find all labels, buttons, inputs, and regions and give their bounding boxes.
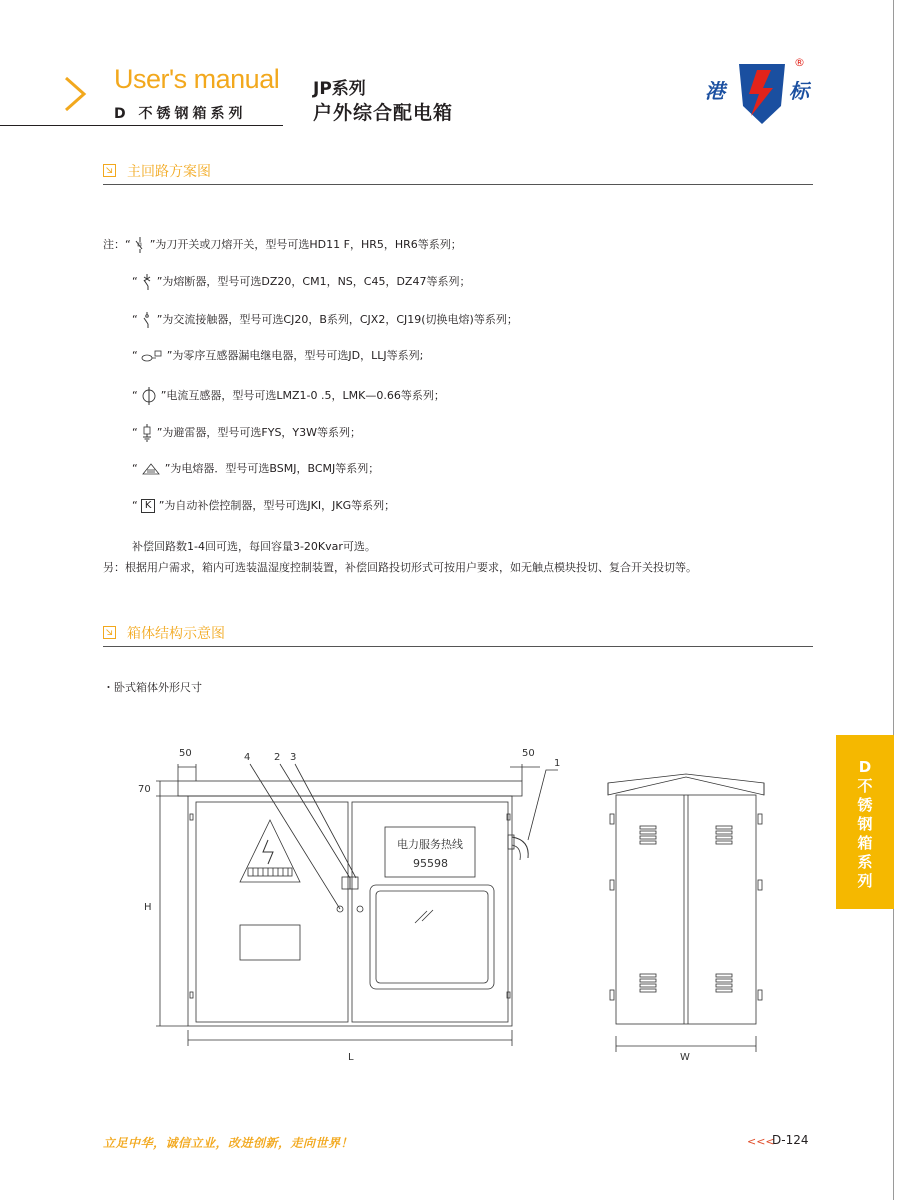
note-item: “ ”为零序互感器漏电继电器，型号可选JD，LLJ等系列; xyxy=(132,349,424,362)
manual-title: User's manual xyxy=(114,64,280,94)
knife-switch-icon xyxy=(134,237,146,253)
hotline-number: 95598 xyxy=(413,857,448,870)
surge-arrester-icon xyxy=(141,424,153,442)
note-item: “ ”为避雷器，型号可选FYS，Y3W等系列； xyxy=(132,424,361,442)
current-transformer-icon xyxy=(141,387,157,405)
footer-slogan: 立足中华，诚信立业，改进创新，走向世界！ xyxy=(103,1136,354,1150)
product-series: JP系列 xyxy=(313,79,366,99)
hotline-label: 电力服务热线 xyxy=(397,838,463,851)
diagram-subtitle: ・卧式箱体外形尺寸 xyxy=(103,681,202,694)
section-rule xyxy=(103,184,813,185)
arrow-box-icon xyxy=(103,626,116,639)
note-text: 为自动补偿控制器，型号可选JKI，JKG等系列； xyxy=(164,499,396,512)
compensation-note: 补偿回路数1-4回可选，每回容量3-20Kvar可选。 xyxy=(132,540,376,553)
logo-char-right: 标 xyxy=(789,79,809,103)
nameplate xyxy=(240,925,300,960)
dim-height: H xyxy=(144,902,152,913)
dim-width: W xyxy=(680,1052,690,1063)
dim-overhang-left: 50 xyxy=(179,748,192,759)
side-tab-char: 列 xyxy=(857,872,873,890)
side-tab-text xyxy=(836,758,894,891)
header-rule xyxy=(0,125,283,126)
side-tab-char: 锈 xyxy=(857,796,873,814)
note-text: 电流互感器，型号可选LMZ1-0 .5，LMK—0.66等系列； xyxy=(166,389,445,402)
front-body xyxy=(188,796,512,1026)
note-item: “ ”电流互感器，型号可选LMZ1-0 .5，LMK—0.66等系列； xyxy=(132,387,445,405)
side-tab-char: 钢 xyxy=(857,815,873,833)
series-side-tab xyxy=(836,735,894,909)
note-text: 为交流接触器，型号可选CJ20，B系列，CJX2，CJ19(切换电熔)等系列； xyxy=(162,313,518,326)
note-prefix: 注： xyxy=(103,238,125,251)
product-name: 户外综合配电箱 xyxy=(313,102,454,124)
door-lock-right xyxy=(357,906,363,912)
note-text: 为熔断器，型号可选DZ20，CM1，NS，C45，DZ47等系列； xyxy=(162,275,471,288)
zero-sequence-ct-icon xyxy=(141,349,163,363)
logo-char-left: 港 xyxy=(705,79,725,103)
section-title: 箱体结构示意图 xyxy=(127,626,225,642)
chevron-right-icon xyxy=(60,74,90,114)
arrow-box-icon xyxy=(103,164,116,177)
note-item: “ ”为交流接触器，型号可选CJ20，B系列，CJX2，CJ19(切换电熔)等系列； xyxy=(132,313,518,326)
side-tab-char: 不 xyxy=(857,777,873,795)
enclosure-drawing xyxy=(130,740,790,1070)
dim-overhang-right: 50 xyxy=(522,748,535,759)
dim-roof: 70 xyxy=(138,784,151,795)
note-text: 为零序互感器漏电继电器，型号可选JD，LLJ等系列; xyxy=(172,349,424,362)
controller-k-icon: K xyxy=(141,499,155,513)
page-right-border xyxy=(893,0,894,1200)
page-number: D-124 xyxy=(772,1133,809,1147)
dim-length: L xyxy=(348,1052,354,1063)
handle-3 xyxy=(350,877,358,889)
note-item: “ ”为熔断器，型号可选DZ20，CM1，NS，C45，DZ47等系列； xyxy=(132,275,471,288)
additional-note: 另：根据用户需求，箱内可选装温湿度控制装置，补偿回路投切形式可按用户要求，如无触点模块投切、复合开关投切等。 xyxy=(103,561,697,574)
section-title: 主回路方案图 xyxy=(127,164,211,180)
registered-mark: ® xyxy=(794,56,805,69)
front-roof xyxy=(178,781,522,796)
handle-2 xyxy=(342,877,350,889)
callout-2: 2 xyxy=(274,752,281,763)
callout-4: 4 xyxy=(244,752,251,763)
note-text: 为避雷器，型号可选FYS，Y3W等系列； xyxy=(162,426,362,439)
capacitor-icon xyxy=(141,462,161,476)
series-subtitle: D 不锈钢箱系列 xyxy=(114,106,247,122)
side-tab-char: 箱 xyxy=(857,834,873,852)
section-rule xyxy=(103,646,813,647)
meter-window xyxy=(370,885,494,989)
note-item: “ ”为电熔器．型号可选BSMJ，BCMJ等系列； xyxy=(132,462,380,475)
side-roof xyxy=(608,774,764,795)
note-text: 为刀开关或刀熔开关，型号可选HD11 F，HR5，HR6等系列； xyxy=(155,238,462,251)
side-tab-char: 系 xyxy=(857,853,873,871)
note-text: 为电熔器．型号可选BSMJ，BCMJ等系列； xyxy=(170,462,380,475)
callout-1: 1 xyxy=(554,758,561,769)
callout-3: 3 xyxy=(290,752,297,763)
note-item: “ K ”为自动补偿控制器，型号可选JKI，JKG等系列； xyxy=(132,499,396,512)
front-left-door xyxy=(196,802,348,1022)
side-body xyxy=(616,795,756,1024)
company-logo xyxy=(705,50,817,130)
side-tab-char: D xyxy=(858,758,872,776)
note-item: 注：“ ”为刀开关或刀熔开关，型号可选HD11 F，HR5，HR6等系列； xyxy=(103,238,462,251)
contactor-icon xyxy=(141,312,153,328)
breaker-icon xyxy=(141,274,153,290)
page-arrows-icon: <<< xyxy=(747,1135,775,1148)
